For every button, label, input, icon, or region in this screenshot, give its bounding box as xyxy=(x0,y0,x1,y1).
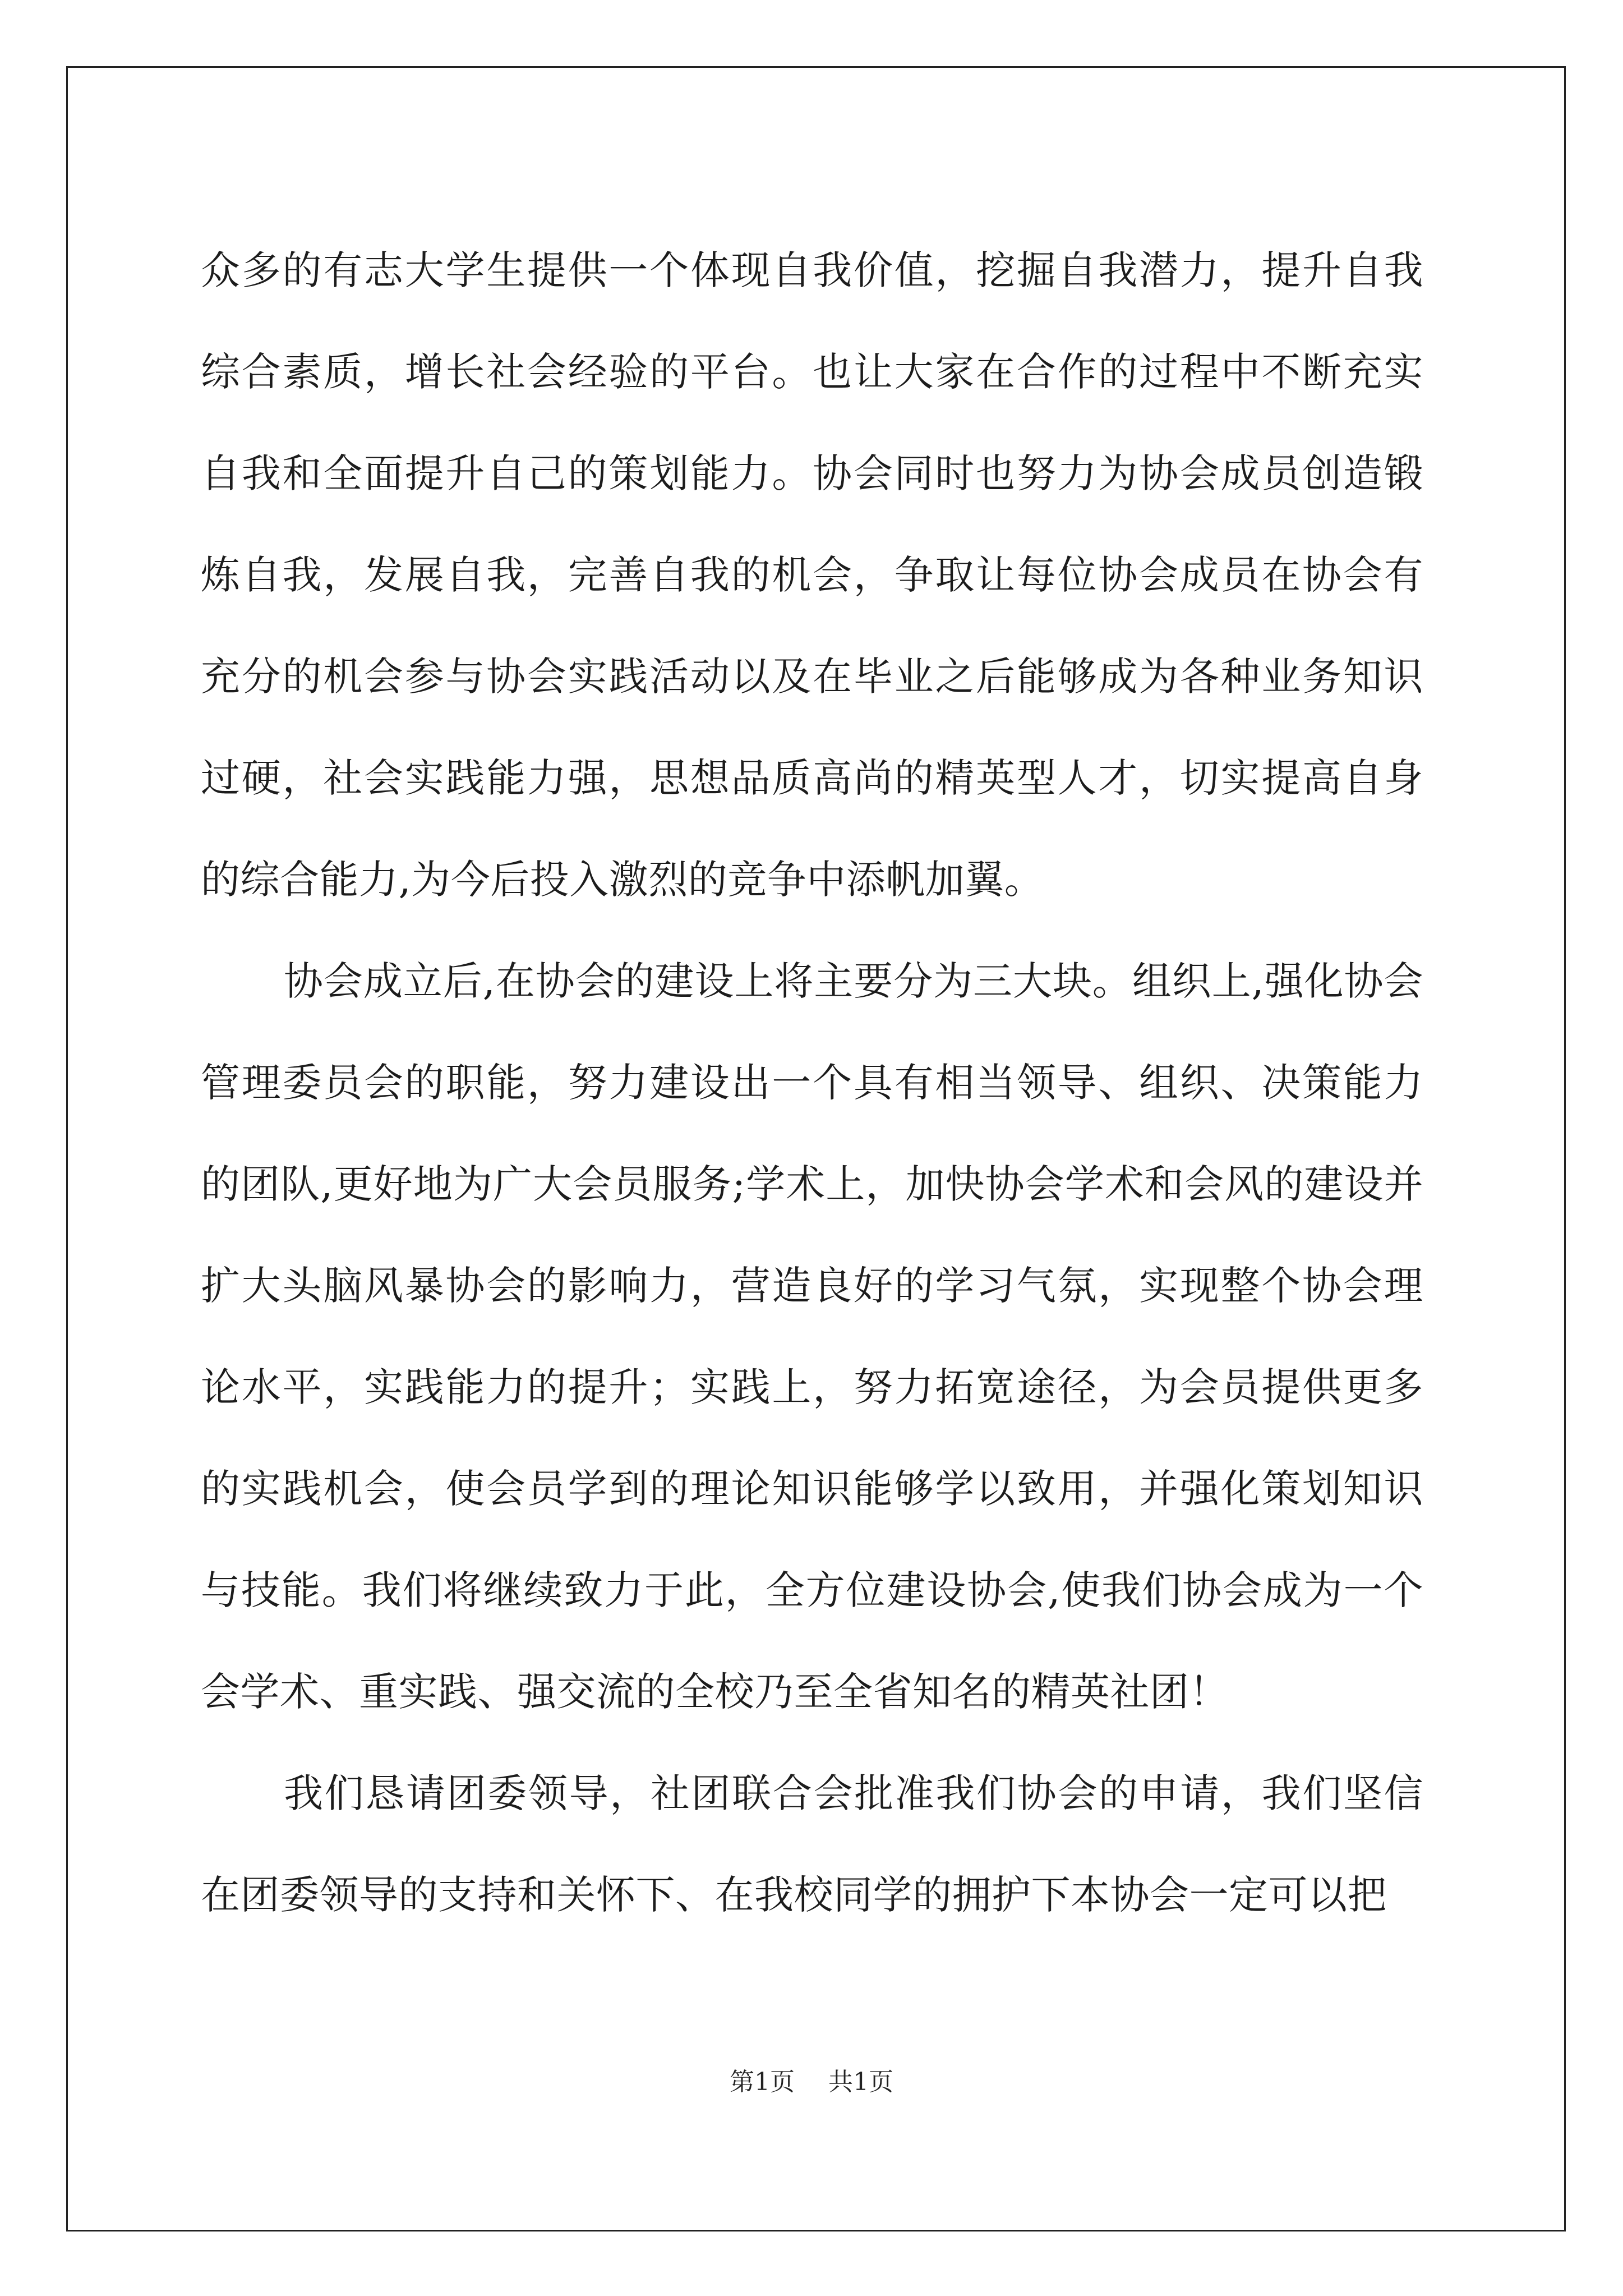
total-pages-label: 共1页 xyxy=(828,2068,893,2096)
page-footer xyxy=(0,2065,1623,2099)
document-body xyxy=(201,220,1423,1946)
current-page-label: 第1页 xyxy=(730,2068,795,2096)
paragraph-1: 众多的有志大学生提供一个体现自我价值，挖掘自我潜力，提升自我综合素质，增长社会经验的平台。也让大家在合作的过程中不断充实自我和全面提升自己的策划能力。协会同时也努力为协会成员创造锻炼自我，发展自我，完善自我的机会，争取让每位协会成员在协会有充分的机会参与协会实践活动以及在毕业之后能够成为各种业务知识过硬，社会实践能力强，思想品质高尚的精英型人才，切实提高自身的综合能力,为今后投入激烈的竞争中添帆加翼。 xyxy=(201,247,1423,903)
paragraph-2: 协会成立后,在协会的建设上将主要分为三大块。组织上,强化协会管理委员会的职能，努力建设出一个具有相当领导、组织、决策能力的团队,更好地为广大会员服务;学术上，加快协会学术和会风的建设并扩大头脑风暴协会的影响力，营造良好的学习气氛，实现整个协会理论水平，实践能力的提升；实践上，努力拓宽途径，为会员提供更多的实践机会，使会员学到的理论知识能够学以致用，并强化策划知识与技能。我们将继续致力于此，全方位建设协会,使我们协会成为一个会学术、重实践、强交流的全校乃至全省知名的精英社团！ xyxy=(201,958,1423,1715)
paragraph-3: 我们恳请团委领导，社团联合会批准我们协会的申请，我们坚信在团委领导的支持和关怀下、在我校同学的拥护下本协会一定可以把 xyxy=(201,1770,1423,1918)
